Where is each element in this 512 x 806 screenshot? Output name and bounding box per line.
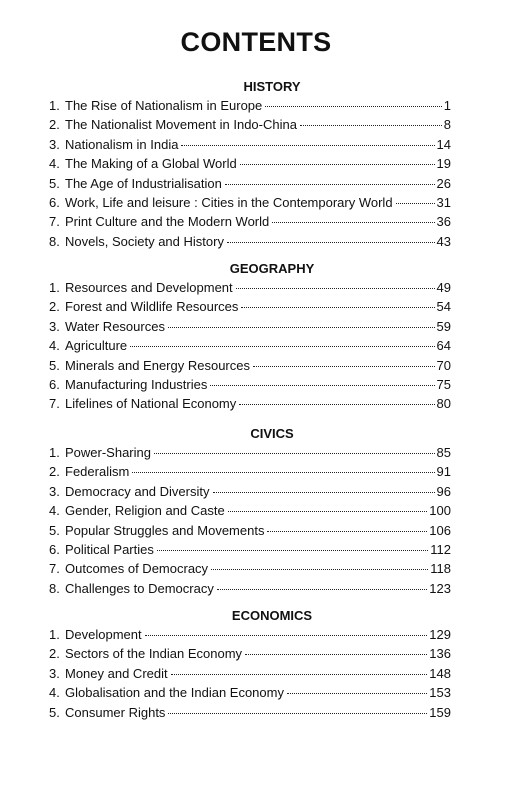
section-geography — [49, 259, 451, 414]
dot-leader — [168, 712, 427, 714]
entry-title: Gender, Religion and Caste — [65, 503, 225, 519]
entry-page-number: 43 — [436, 233, 451, 249]
section-civics — [49, 424, 451, 598]
toc-entry[interactable] — [49, 278, 451, 297]
entry-title: Power-Sharing — [65, 445, 151, 460]
toc-entry[interactable] — [49, 521, 451, 540]
entry-number: 2. — [49, 117, 60, 133]
dot-leader — [130, 345, 434, 347]
toc-entry[interactable] — [49, 683, 451, 702]
entry-page-number: 106 — [429, 522, 451, 538]
entry-title: Democracy and Diversity — [65, 483, 210, 499]
dot-leader — [171, 673, 428, 675]
dot-leader — [265, 105, 442, 107]
entry-number: 1. — [49, 98, 60, 113]
entry-page-number: 80 — [436, 396, 451, 412]
section-heading: ECONOMICS — [231, 608, 313, 623]
entry-page-number: 36 — [436, 214, 451, 230]
toc-entry[interactable] — [49, 356, 451, 375]
toc-entry[interactable] — [49, 96, 451, 115]
page-title: CONTENTS — [180, 27, 332, 57]
toc-entry[interactable] — [49, 297, 451, 316]
entry-page-number: 26 — [436, 175, 451, 191]
entry-title: Development — [65, 627, 142, 642]
dot-leader — [227, 241, 435, 243]
toc-entry[interactable] — [49, 375, 451, 394]
entry-number: 2. — [49, 646, 60, 662]
entry-number: 3. — [49, 318, 60, 334]
entry-page-number: 123 — [429, 580, 451, 596]
toc-entry[interactable] — [49, 154, 451, 173]
entry-page-number: 112 — [430, 541, 451, 557]
dot-leader — [239, 403, 434, 405]
entry-title: Sectors of the Indian Economy — [65, 646, 243, 662]
entry-title: Minerals and Energy Resources — [65, 357, 250, 373]
entry-title: Work, Life and leisure : Cities in the Contemporary World — [65, 194, 393, 210]
entry-page-number: 129 — [429, 627, 451, 642]
entry-number: 5. — [49, 357, 60, 373]
toc-entry[interactable] — [49, 317, 451, 336]
entry-page-number: 118 — [430, 561, 451, 577]
toc-entry[interactable] — [49, 135, 451, 154]
dot-leader — [245, 653, 427, 655]
toc-entry[interactable] — [49, 501, 451, 520]
entry-page-number: 8 — [443, 117, 451, 133]
toc-entry[interactable] — [49, 540, 451, 559]
entry-page-number: 59 — [436, 318, 451, 334]
entry-number: 3. — [49, 665, 60, 681]
entry-number: 6. — [49, 194, 60, 210]
dot-leader — [396, 202, 435, 204]
dot-leader — [217, 588, 427, 590]
entry-number: 3. — [49, 136, 60, 152]
entry-page-number: 148 — [429, 665, 451, 681]
dot-leader — [154, 452, 435, 454]
entry-page-number: 85 — [436, 445, 451, 460]
entry-number: 1. — [49, 280, 60, 295]
entry-number: 8. — [49, 233, 60, 249]
entry-number: 6. — [49, 376, 60, 392]
toc-entry[interactable] — [49, 482, 451, 501]
section-economics — [49, 606, 451, 722]
entry-title: Consumer Rights — [65, 704, 166, 720]
dot-leader — [240, 163, 435, 165]
dot-leader — [236, 287, 435, 289]
entry-title: Novels, Society and History — [65, 233, 224, 249]
entry-number: 4. — [49, 338, 60, 354]
entry-title: Outcomes of Democracy — [65, 561, 209, 577]
toc-entry[interactable] — [49, 394, 451, 413]
entry-page-number: 70 — [436, 357, 451, 373]
entry-page-number: 153 — [429, 685, 451, 701]
entry-number: 4. — [49, 503, 60, 519]
dot-leader — [210, 384, 434, 386]
toc-entry[interactable] — [49, 703, 451, 722]
section-history — [49, 77, 451, 251]
entry-number: 2. — [49, 464, 60, 480]
entry-number: 7. — [49, 396, 60, 412]
dot-leader — [213, 491, 435, 493]
entry-page-number: 31 — [436, 194, 451, 210]
toc-entry[interactable] — [49, 174, 451, 193]
entry-title: Lifelines of National Economy — [65, 396, 237, 412]
entry-page-number: 136 — [429, 646, 451, 662]
entry-number: 1. — [49, 627, 60, 642]
entry-page-number: 19 — [436, 156, 451, 172]
entry-number: 6. — [49, 541, 60, 557]
entry-title: Federalism — [65, 464, 130, 480]
entry-page-number: 49 — [436, 280, 451, 295]
entry-title: The Age of Industrialisation — [65, 175, 222, 191]
dot-leader — [253, 365, 435, 367]
entry-number: 5. — [49, 704, 60, 720]
toc-entry[interactable] — [49, 212, 451, 231]
entry-number: 4. — [49, 156, 60, 172]
entry-page-number: 91 — [436, 464, 451, 480]
toc-entry[interactable] — [49, 115, 451, 134]
entry-title: Political Parties — [65, 541, 154, 557]
entry-page-number: 54 — [436, 299, 451, 315]
entry-page-number: 64 — [436, 338, 451, 354]
entry-title: Resources and Development — [65, 280, 233, 295]
entry-title: Manufacturing Industries — [65, 376, 208, 392]
entry-number: 8. — [49, 580, 60, 596]
dot-leader — [241, 306, 434, 308]
entry-title: Globalisation and the Indian Economy — [65, 685, 284, 701]
entry-title: Agriculture — [65, 338, 128, 354]
toc-entry[interactable] — [49, 462, 451, 481]
entry-title: The Rise of Nationalism in Europe — [65, 98, 263, 113]
entry-page-number: 75 — [436, 376, 451, 392]
entry-title: Money and Credit — [65, 665, 168, 681]
toc-entry[interactable] — [49, 579, 451, 598]
toc-entry[interactable] — [49, 336, 451, 355]
dot-leader — [225, 183, 435, 185]
section-heading: GEOGRAPHY — [229, 261, 315, 276]
entry-number: 3. — [49, 483, 60, 499]
entry-number: 7. — [49, 561, 60, 577]
entry-number: 5. — [49, 175, 60, 191]
entry-title: Forest and Wildlife Resources — [65, 299, 239, 315]
entry-page-number: 1 — [443, 98, 451, 113]
entry-title: Popular Struggles and Movements — [65, 522, 265, 538]
toc-entry[interactable] — [49, 664, 451, 683]
entry-page-number: 96 — [436, 483, 451, 499]
entry-page-number: 100 — [429, 503, 451, 519]
dot-leader — [168, 326, 435, 328]
dot-leader — [287, 692, 427, 694]
entry-number: 5. — [49, 522, 60, 538]
entry-title: Print Culture and the Modern World — [65, 214, 270, 230]
dot-leader — [300, 124, 442, 126]
dot-leader — [211, 568, 428, 570]
toc-entry[interactable] — [49, 193, 451, 212]
section-heading: HISTORY — [243, 79, 301, 94]
entry-number: 2. — [49, 299, 60, 315]
entry-number: 4. — [49, 685, 60, 701]
entry-page-number: 14 — [436, 136, 451, 152]
toc-entry[interactable] — [49, 232, 451, 251]
dot-leader — [157, 549, 428, 551]
entry-number: 1. — [49, 445, 60, 460]
entry-title: Water Resources — [65, 318, 165, 334]
dot-leader — [181, 144, 434, 146]
dot-leader — [228, 510, 428, 512]
entry-title: Challenges to Democracy — [65, 580, 214, 596]
dot-leader — [145, 634, 428, 636]
toc-entry[interactable] — [49, 559, 451, 578]
toc-entry[interactable] — [49, 625, 451, 644]
entry-page-number: 159 — [429, 704, 451, 720]
entry-title: The Making of a Global World — [65, 156, 237, 172]
section-heading: CIVICS — [250, 426, 294, 441]
toc-entry[interactable] — [49, 644, 451, 663]
toc-entry[interactable] — [49, 443, 451, 462]
entry-title: The Nationalist Movement in Indo-China — [65, 117, 297, 133]
dot-leader — [272, 221, 434, 223]
entry-title: Nationalism in India — [65, 136, 179, 152]
dot-leader — [132, 471, 434, 473]
entry-number: 7. — [49, 214, 60, 230]
dot-leader — [267, 530, 427, 532]
